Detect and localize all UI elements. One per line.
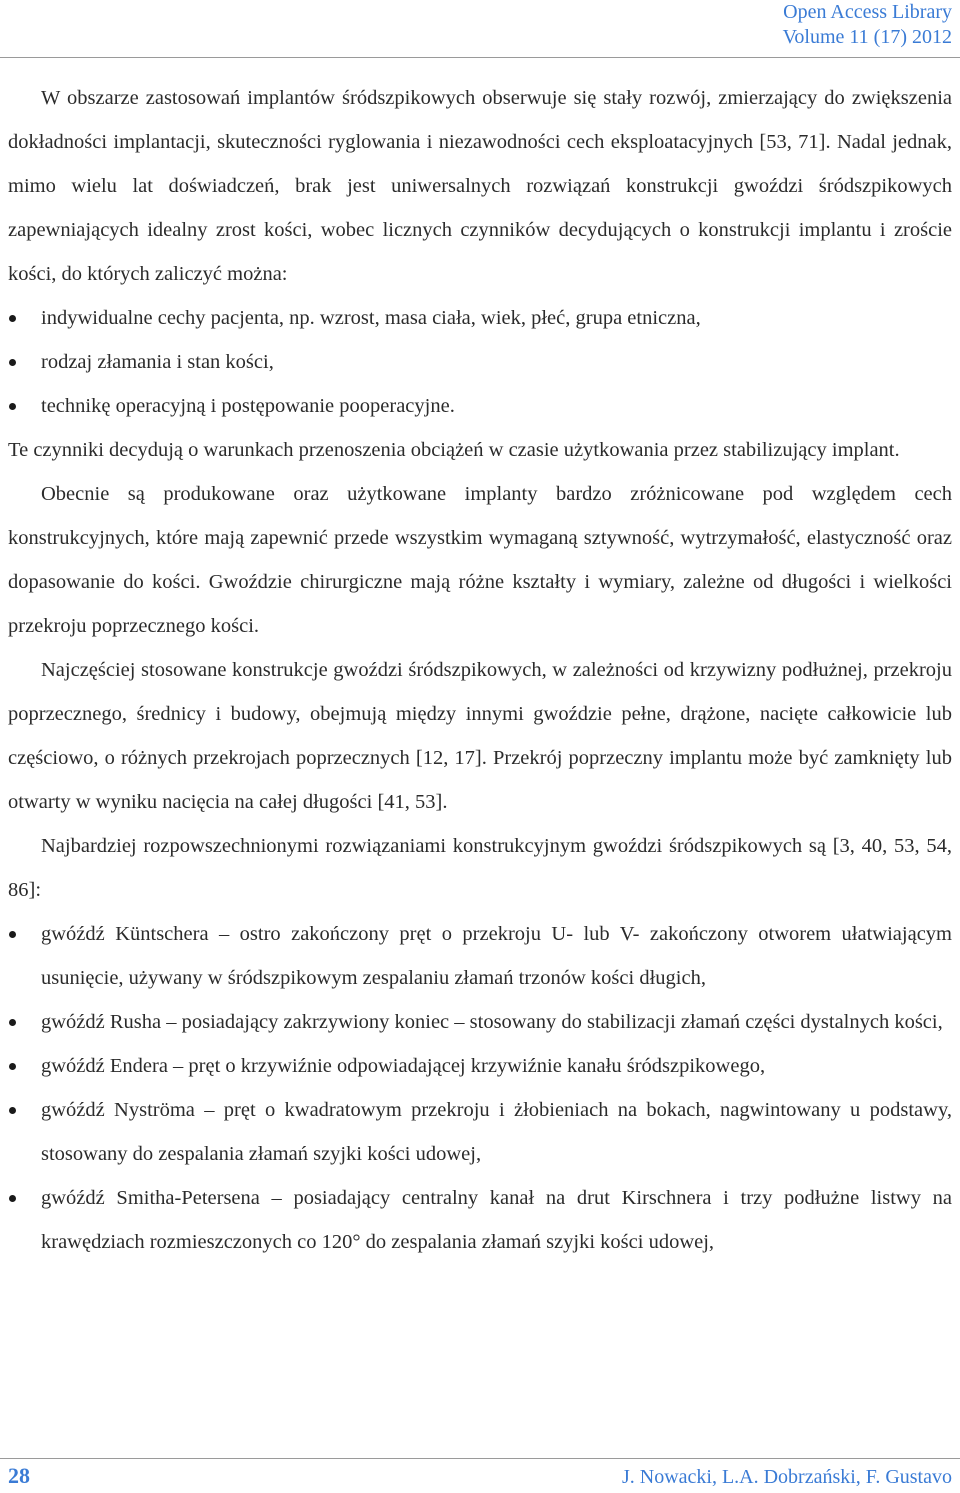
list-item-text: gwóźdź Rusha – posiadający zakrzywiony koniec – stosowany do stabilizacji złamań części dystalnych kości, (41, 1011, 943, 1033)
list-item-text: gwóźdź Endera – pręt o krzywiźnie odpowiadającej krzywiźnie kanału śródszpikowego, (41, 1055, 766, 1077)
factors-list (8, 296, 952, 428)
list-item (8, 1088, 952, 1176)
list-item (8, 340, 952, 384)
nail-types-list (8, 912, 952, 1264)
list-item (8, 1176, 952, 1264)
article-body (8, 76, 952, 1264)
page-number: 28 (8, 1463, 30, 1488)
list-item (8, 384, 952, 428)
footer-divider (0, 1458, 960, 1459)
list-item-text: gwóźdź Nyströma – pręt o kwadratowym przekroju i żłobieniach na bokach, nagwintowany u podstawy, stosowany do zespalania złamań szyjki kości udowej, (41, 1099, 952, 1165)
paragraph-factors-summary: Te czynniki decydują o warunkach przenoszenia obciążeń w czasie użytkowania przez stabilizujący implant. (8, 439, 900, 461)
list-item (8, 912, 952, 1000)
list-item-text: indywidualne cechy pacjenta, np. wzrost, masa ciała, wiek, płeć, grupa etniczna, (41, 307, 701, 329)
list-item-text: technikę operacyjną i postępowanie pooperacyjne. (41, 395, 455, 417)
page-header (783, 0, 952, 50)
list-item (8, 1044, 952, 1088)
list-item-text: rodzaj złamania i stan kości, (41, 351, 274, 373)
paragraph-intro: W obszarze zastosowań implantów śródszpikowych obserwuje się stały rozwój, zmierzający do zwiększenia dokładności implantacji, skuteczności ryglowania i niezawodności cech eksploatacyjnych [53, 71]. Nadal jednak, mimo wielu lat doświadczeń, brak jest uniwersalnych rozwiązań konstrukcji gwoździ śródszpikowych zapewniających idealny zrost kości, wobec licznych czynników decydujących o konstrukcji implantu i zroście kości, do których zaliczyć można: (8, 87, 952, 285)
list-item (8, 1000, 952, 1044)
list-item (8, 296, 952, 340)
list-item-text: gwóźdź Küntschera – ostro zakończony pręt o przekroju U- lub V- zakończony otworem ułatwiającym usunięcie, używany w śródszpikowym zespalaniu złamań trzonów kości długich, (41, 923, 952, 989)
header-divider (0, 57, 960, 58)
paragraph-nail-types-intro: Najbardziej rozpowszechnionymi rozwiązaniami konstrukcyjnym gwoździ śródszpikowych są [3, 40, 53, 54, 86]: (8, 835, 952, 901)
journal-title: Open Access Library (783, 1, 952, 23)
footer-authors: J. Nowacki, L.A. Dobrzański, F. Gustavo (621, 1466, 952, 1488)
paragraph-constructions: Najczęściej stosowane konstrukcje gwoździ śródszpikowych, w zależności od krzywizny podłużnej, przekroju poprzecznego, średnicy i budowy, obejmują między innymi gwoździe pełne, drążone, nacięte całkowicie lub częściowo, o różnych przekrojach poprzecznych [12, 17]. Przekrój poprzeczny implantu może być zamknięty lub otwarty w wyniku nacięcia na całej długości [41, 53]. (8, 659, 952, 813)
journal-volume: Volume 11 (17) 2012 (782, 26, 952, 48)
paragraph-implants: Obecnie są produkowane oraz użytkowane implanty bardzo zróżnicowane pod względem cech konstrukcyjnych, które mają zapewnić przede wszystkim wymaganą sztywność, wytrzymałość, elastyczność oraz dopasowanie do kości. Gwoździe chirurgiczne mają różne kształty i wymiary, zależne od długości i wielkości przekroju poprzecznego kości. (8, 483, 952, 637)
list-item-text: gwóźdź Smitha-Petersena – posiadający centralny kanał na drut Kirschnera i trzy podłużne listwy na krawędziach rozmieszczonych co 120° do zespalania złamań szyjki kości udowej, (41, 1187, 952, 1253)
